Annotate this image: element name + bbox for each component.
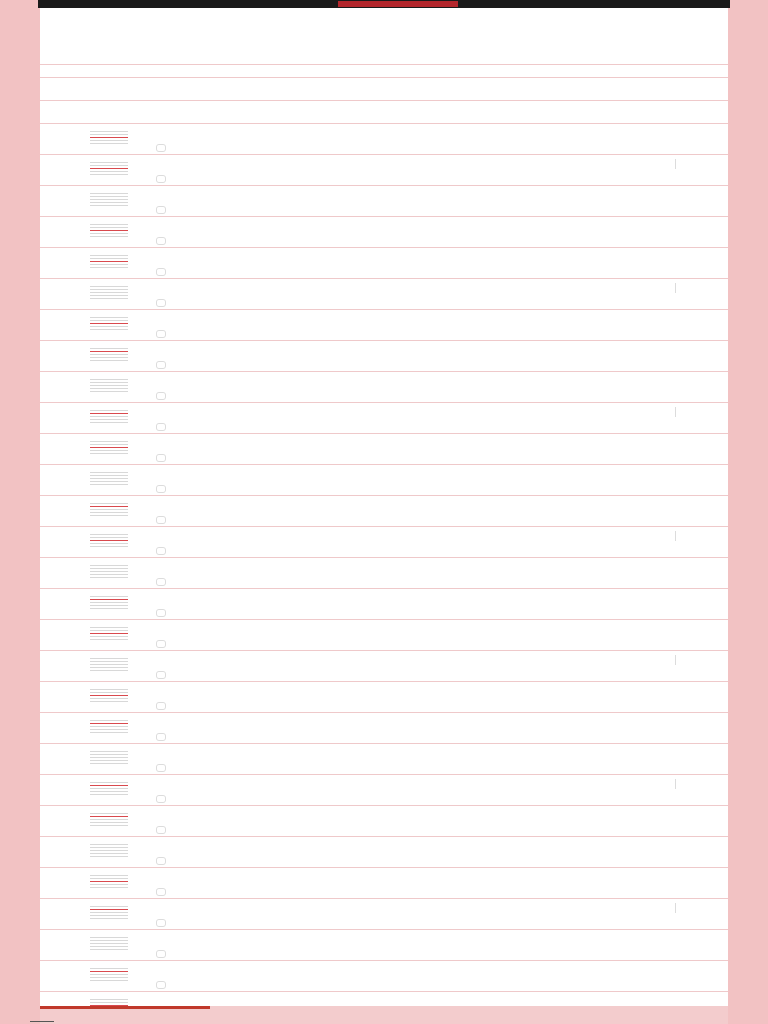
- result-status-icon: [156, 237, 166, 245]
- result-thumbnail-icon: [90, 286, 128, 304]
- result-row[interactable]: [40, 775, 728, 806]
- result-status-icon: [156, 206, 166, 214]
- result-thumbnail-icon: [90, 782, 128, 800]
- result-status-icon: [156, 826, 166, 834]
- main-panel: [40, 8, 728, 1006]
- result-row[interactable]: [40, 279, 728, 310]
- result-thumbnail-icon: [90, 937, 128, 955]
- result-status-icon: [156, 454, 166, 462]
- bottom-strip: [40, 1006, 728, 1024]
- result-status-icon: [156, 578, 166, 586]
- page-header: [40, 8, 728, 64]
- result-thumbnail-icon: [90, 658, 128, 676]
- result-row[interactable]: [40, 961, 728, 992]
- results-list: [40, 123, 728, 1006]
- result-thumbnail-icon: [90, 627, 128, 645]
- result-thumbnail-icon: [90, 503, 128, 521]
- result-status-icon: [156, 857, 166, 865]
- result-status-icon: [156, 268, 166, 276]
- result-thumbnail-icon: [90, 565, 128, 583]
- result-status-icon: [156, 795, 166, 803]
- result-status-icon: [156, 764, 166, 772]
- result-row[interactable]: [40, 248, 728, 279]
- result-status-icon: [156, 144, 166, 152]
- result-divider: [675, 903, 676, 913]
- result-thumbnail-icon: [90, 379, 128, 397]
- result-row[interactable]: [40, 899, 728, 930]
- result-row[interactable]: [40, 620, 728, 651]
- result-row[interactable]: [40, 992, 728, 1006]
- result-row[interactable]: [40, 465, 728, 496]
- result-row[interactable]: [40, 186, 728, 217]
- result-thumbnail-icon: [90, 131, 128, 149]
- result-status-icon: [156, 950, 166, 958]
- bottom-progress-bar: [40, 1006, 210, 1009]
- result-status-icon: [156, 516, 166, 524]
- result-divider: [675, 779, 676, 789]
- result-thumbnail-icon: [90, 968, 128, 986]
- result-thumbnail-icon: [90, 162, 128, 180]
- result-row[interactable]: [40, 744, 728, 775]
- result-divider: [675, 407, 676, 417]
- result-divider: [675, 655, 676, 665]
- result-row[interactable]: [40, 403, 728, 434]
- result-thumbnail-icon: [90, 255, 128, 273]
- result-row[interactable]: [40, 558, 728, 589]
- result-thumbnail-icon: [90, 534, 128, 552]
- meta-row-3: [40, 100, 728, 123]
- result-row[interactable]: [40, 589, 728, 620]
- result-status-icon: [156, 547, 166, 555]
- result-status-icon: [156, 640, 166, 648]
- result-divider: [675, 159, 676, 169]
- result-thumbnail-icon: [90, 317, 128, 335]
- result-thumbnail-icon: [90, 813, 128, 831]
- result-status-icon: [156, 330, 166, 338]
- result-status-icon: [156, 733, 166, 741]
- result-row[interactable]: [40, 527, 728, 558]
- top-bar: [38, 0, 730, 8]
- result-row[interactable]: [40, 310, 728, 341]
- result-status-icon: [156, 361, 166, 369]
- result-thumbnail-icon: [90, 875, 128, 893]
- result-row[interactable]: [40, 496, 728, 527]
- result-status-icon: [156, 392, 166, 400]
- result-row[interactable]: [40, 341, 728, 372]
- result-row[interactable]: [40, 124, 728, 155]
- result-thumbnail-icon: [90, 224, 128, 242]
- result-thumbnail-icon: [90, 999, 128, 1006]
- result-thumbnail-icon: [90, 348, 128, 366]
- result-row[interactable]: [40, 837, 728, 868]
- result-divider: [675, 283, 676, 293]
- result-thumbnail-icon: [90, 720, 128, 738]
- result-status-icon: [156, 919, 166, 927]
- result-thumbnail-icon: [90, 751, 128, 769]
- top-bar-accent: [338, 1, 458, 7]
- result-row[interactable]: [40, 651, 728, 682]
- result-status-icon: [156, 609, 166, 617]
- result-thumbnail-icon: [90, 689, 128, 707]
- result-row[interactable]: [40, 155, 728, 186]
- result-status-icon: [156, 702, 166, 710]
- result-thumbnail-icon: [90, 441, 128, 459]
- result-row[interactable]: [40, 713, 728, 744]
- result-thumbnail-icon: [90, 906, 128, 924]
- result-status-icon: [156, 485, 166, 493]
- result-thumbnail-icon: [90, 596, 128, 614]
- result-row[interactable]: [40, 868, 728, 899]
- corner-line: [30, 1021, 54, 1022]
- result-thumbnail-icon: [90, 193, 128, 211]
- result-status-icon: [156, 671, 166, 679]
- result-row[interactable]: [40, 682, 728, 713]
- result-divider: [675, 531, 676, 541]
- result-status-icon: [156, 888, 166, 896]
- result-status-icon: [156, 299, 166, 307]
- result-thumbnail-icon: [90, 472, 128, 490]
- meta-row-2: [40, 77, 728, 100]
- result-thumbnail-icon: [90, 844, 128, 862]
- result-row[interactable]: [40, 372, 728, 403]
- meta-row-1: [40, 64, 728, 77]
- result-status-icon: [156, 981, 166, 989]
- result-thumbnail-icon: [90, 410, 128, 428]
- result-status-icon: [156, 175, 166, 183]
- result-status-icon: [156, 423, 166, 431]
- result-row[interactable]: [40, 217, 728, 248]
- result-row[interactable]: [40, 930, 728, 961]
- result-row[interactable]: [40, 434, 728, 465]
- result-row[interactable]: [40, 806, 728, 837]
